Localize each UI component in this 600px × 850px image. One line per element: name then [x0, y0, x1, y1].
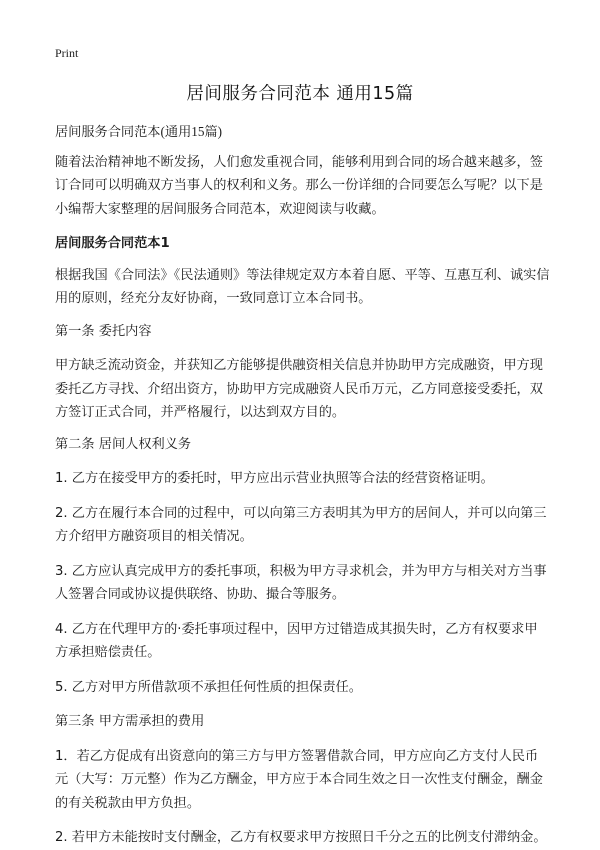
list-item: 2. 若甲方未能按时支付酬金，乙方有权要求甲方按照日千分之五的比例支付滞纳金。 — [55, 830, 547, 845]
list-item: 3. 乙方应认真完成甲方的委托事项，积极为甲方寻求机会，并为甲方与相关对方当事人签署合同或协议提供联络、协助、撮合等服务。 — [55, 563, 547, 602]
doc-subtitle: 居间服务合同范本(通用15篇) — [55, 124, 223, 139]
list-item: 2. 乙方在履行本合同的过程中，可以向第三方表明其为甲方的居间人，并可以向第三方介绍甲方融资项目的相关情况。 — [55, 505, 547, 544]
document-body — [55, 120, 550, 850]
preamble-paragraph: 根据我国《合同法》《民法通则》等法律规定双方本着自愿、平等、互惠互利、诚实信用的原则，经充分友好协商，一致同意订立本合同书。 — [55, 267, 550, 306]
list-item: 1．若乙方促成有出资意向的第三方与甲方签署借款合同，甲方应向乙方支付人民币 元（大写：万元整）作为乙方酬金，甲方应于本合同生效之日一次性支付酬金，酬金的有关税款由甲方负担。 — [55, 748, 543, 811]
list-item: 4. 乙方在代理甲方的·委托事项过程中，因甲方过错造成其损失时，乙方有权要求甲方承担赔偿责任。 — [55, 621, 538, 660]
intro-paragraph: 随着法治精神地不断发扬，人们愈发重视合同，能够利用到合同的场合越来越多，签订合同可以明确双方当事人的权利和义务。那么一份详细的合同要怎么写呢？以下是小编帮大家整理的居间服务合同范本，欢迎阅读与收藏。 — [55, 154, 543, 217]
list-item: 5. 乙方对甲方所借款项不承担任何性质的担保责任。 — [55, 679, 362, 695]
article-title: 第一条 委托内容 — [55, 323, 152, 339]
section-heading: 居间服务合同范本1 — [55, 236, 170, 251]
article-title: 第二条 居间人权利义务 — [55, 436, 192, 452]
article-paragraph: 甲方缺乏流动资金，并获知乙方能够提供融资相关信息并协助甲方完成融资，甲方现委托乙方寻找、介绍出资方，协助甲方完成融资人民币万元，乙方同意接受委托，双方签订正式合同，并严格履行，以达到双方目的。 — [55, 358, 543, 420]
article-title: 第三条 甲方需承担的费用 — [55, 714, 205, 729]
list-item: 1. 乙方在接受甲方的委托时，甲方应出示营业执照等合法的经营资格证明。 — [55, 471, 494, 486]
print-label: Print — [55, 46, 79, 60]
page-title: 居间服务合同范本 通用15篇 — [186, 84, 414, 104]
